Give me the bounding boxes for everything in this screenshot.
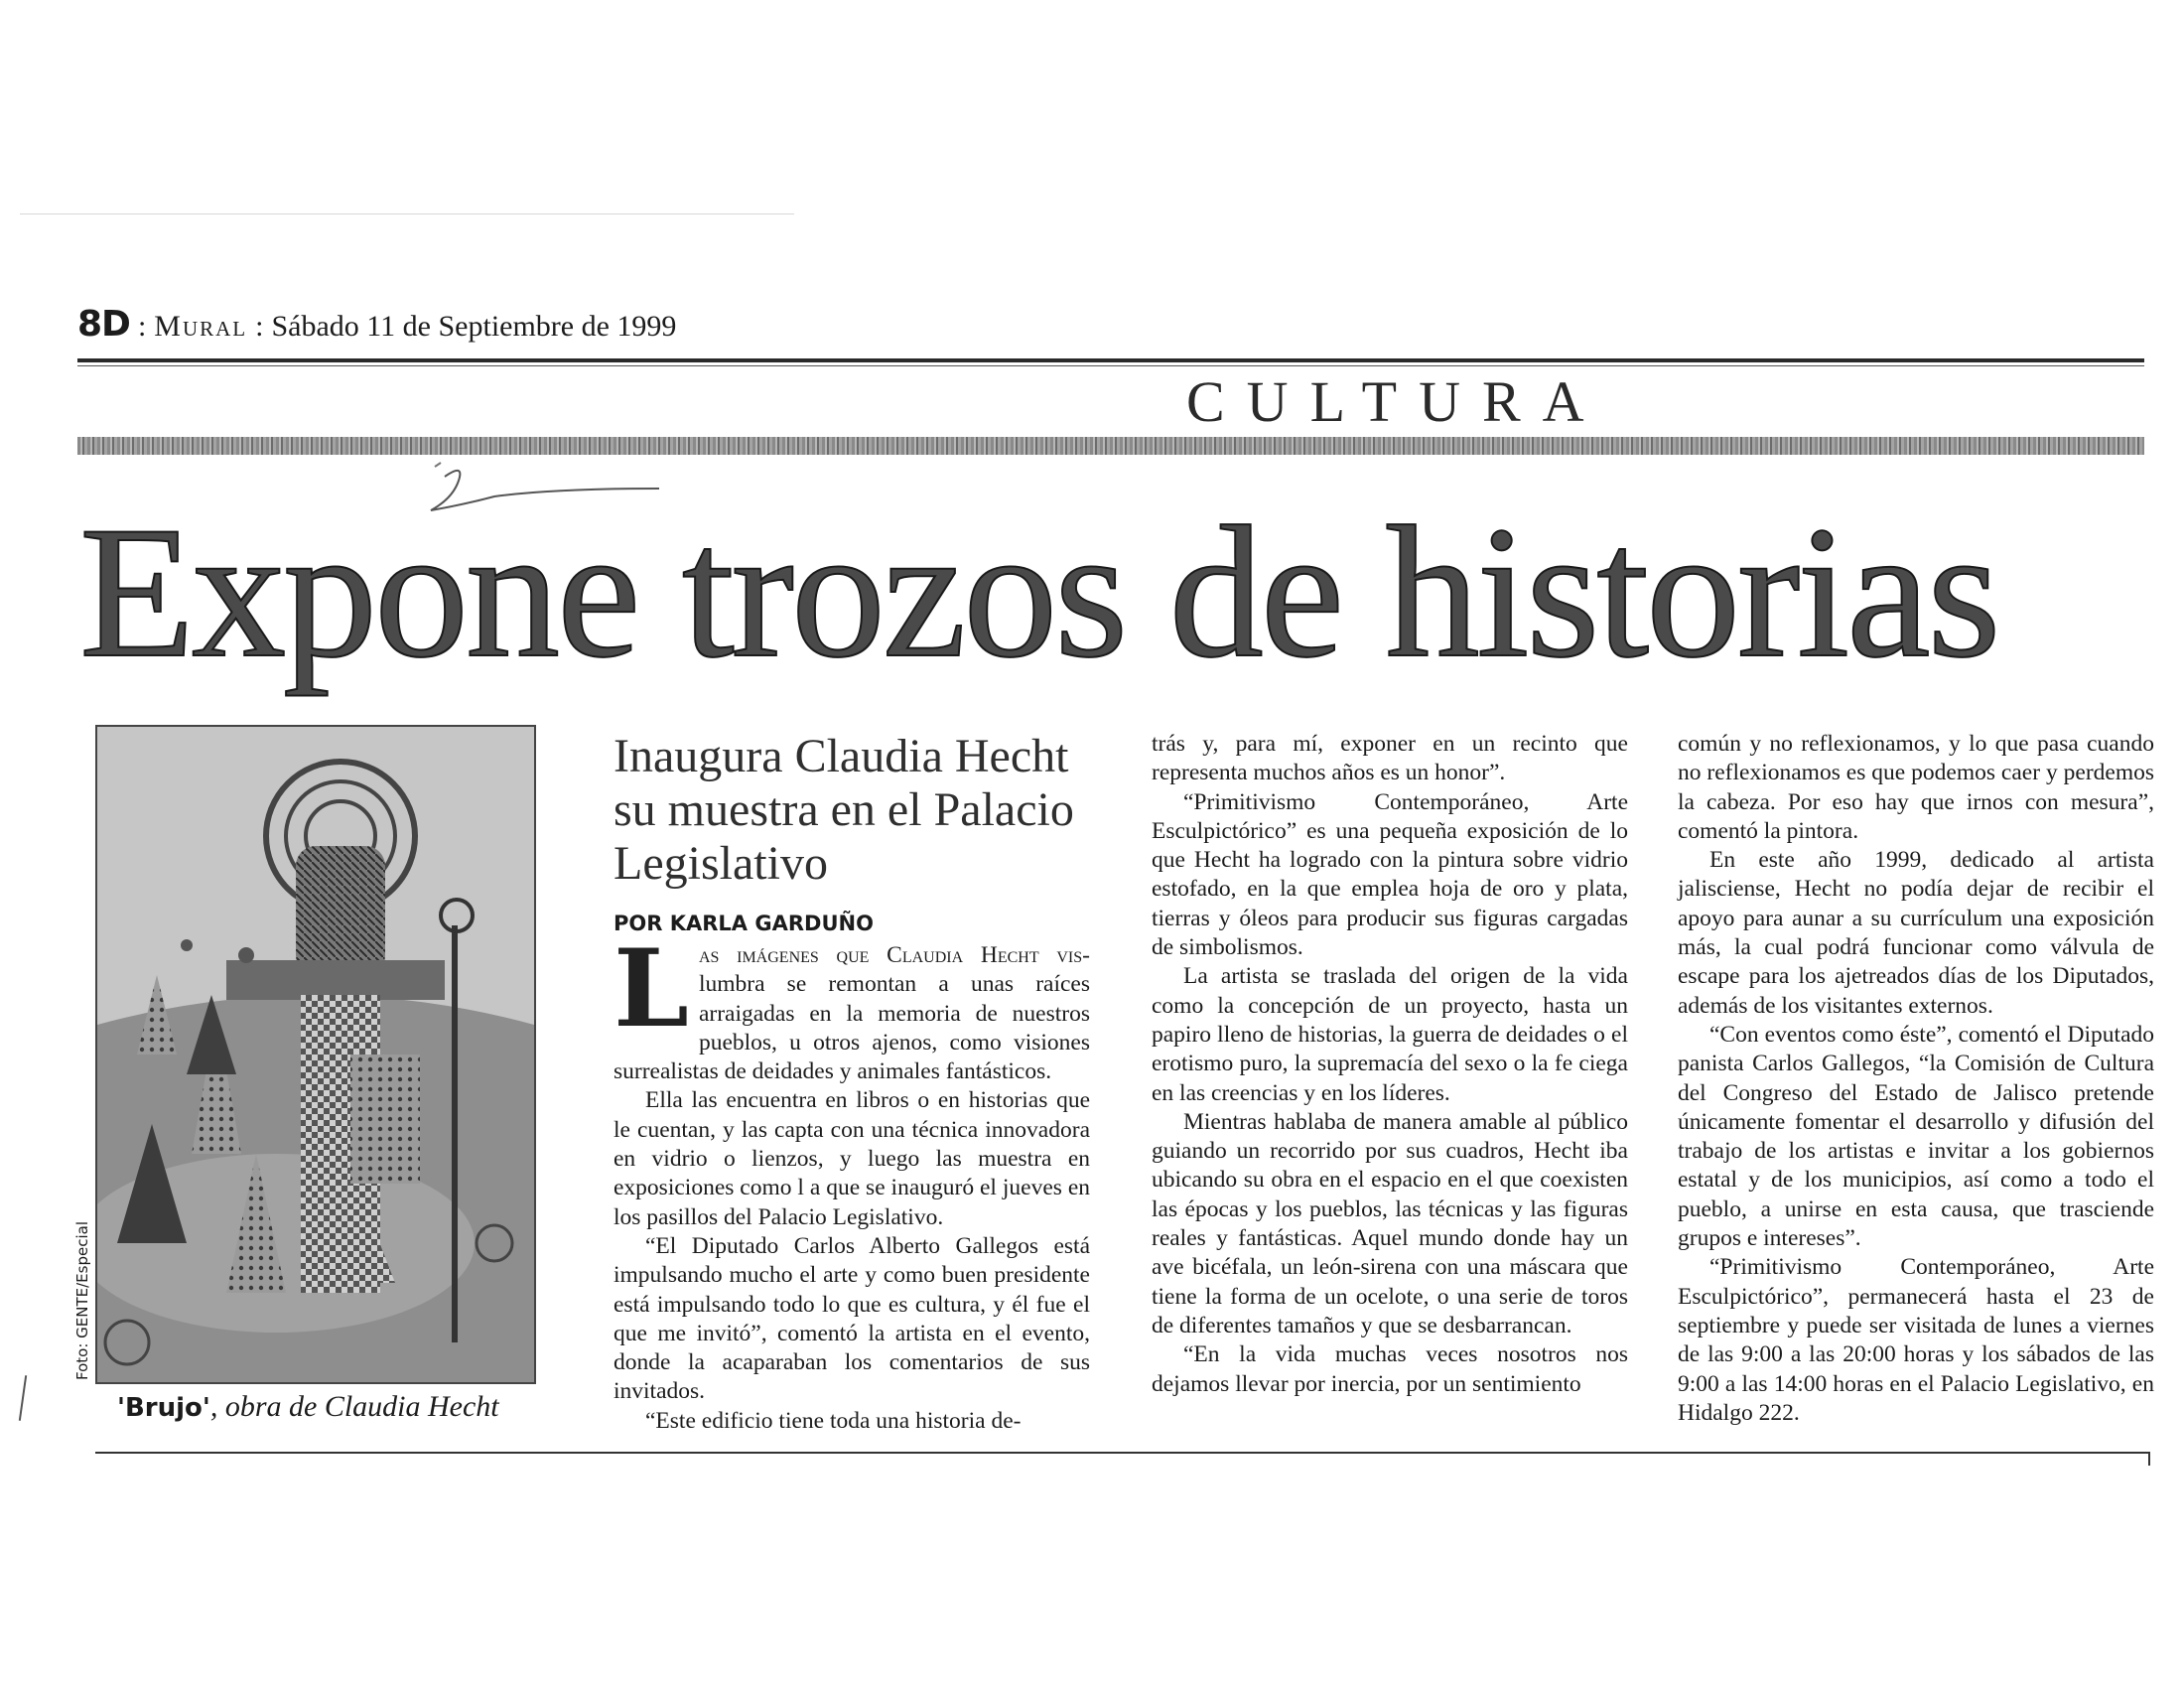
folio-separator: : — [137, 310, 147, 343]
article-paragraph: “Primitivismo Contemporáneo, Arte Esculpictórico” es una pequeña exposición de lo que Hecht ha logrado con la pintura sobre vidrio estofado, en la que emplea hoja de oro y plata, tierras y óleos para producir sus figuras cargadas de simbolismos. — [1152, 788, 1628, 961]
artwork-image — [97, 727, 534, 1382]
newspaper-name: Mural — [154, 310, 248, 343]
photo-credit: Foto: GENTE/Especial — [73, 1221, 91, 1380]
top-rule — [77, 358, 2144, 362]
section-title: CULTURA — [1186, 369, 1606, 434]
scan-edge-mark — [19, 1375, 27, 1421]
article-paragraph: Mientras hablaba de manera amable al público guiando un recorrido por sus cuadros, Hecht iba ubicando su obra en el espacio en el que coexisten las épocas y los pueblos, las técnicas y las figuras reales y fantásticas. Aquel mundo donde hay un ave bicéfala, un león-sirena con una máscara que tiene la forma de un ocelote, o una serie de toros de diferentes tamaños y que se desbarrancan. — [1152, 1108, 1628, 1338]
issue-date: Sábado 11 de Septiembre de 1999 — [271, 310, 677, 343]
lede-smallcaps: as imágenes que Claudia Hecht vis- — [698, 942, 1090, 968]
caption-text: , obra de Claudia Hecht — [209, 1390, 499, 1423]
article-paragraph: trás y, para mí, exponer en un recinto que representa muchos años es un honor”. — [1152, 731, 1628, 786]
photo-caption — [117, 1390, 574, 1430]
article-column-1 — [614, 926, 1090, 1434]
article-paragraph: Ella las encuentra en libros o en historias que le cuentan, y las capta con una técnica innovadora en vidrio o lienzos, y luego las muestra en exposiciones como l a que se inauguró el jueves en los pasillos del Palacio Legislativo. — [614, 1087, 1090, 1230]
top-rule-thin — [77, 365, 2144, 366]
drop-cap: L — [614, 926, 689, 1052]
article-paragraph: “Primitivismo Contemporáneo, Arte Esculpictórico”, permanecerá hasta el 23 de septiembre y puede ser visitada de lunes a viernes de las 9:00 a las 20:00 horas y los sábados de las 9:00 a las 14:00 horas en el Palacio Legislativo, en Hidalgo 222. — [1678, 1254, 2154, 1426]
article-paragraph: “El Diputado Carlos Alberto Gallegos está impulsando mucho el arte y como buen presidente está impulsando todo lo que es cultura, y él fue el que me invitó”, comentó la artista en el evento, donde la acaparaban los comentarios de sus invitados. — [614, 1232, 1090, 1405]
article-paragraph: “Este edificio tiene toda una historia de- — [645, 1407, 1022, 1434]
article-paragraph: “Con eventos como éste”, comentó el Diputado panista Carlos Gallegos, “la Comisión de Cultura del Congreso del Estado de Jalisco pretende únicamente fomentar el desarrollo y difusión del trabajo de los artistas e invitar a los gobiernos estatal y de los municipios, así como a todo el pueblo, a unirse en esta causa, que trasciende grupos e intereses”. — [1678, 1021, 2154, 1252]
caption-artwork-title: 'Brujo' — [117, 1393, 210, 1423]
scan-artifact-line — [20, 213, 794, 214]
bottom-rule — [95, 1452, 2150, 1454]
article-paragraph: común y no reflexionamos, y lo que pasa cuando no reflexionamos es que podemos caer y perdemos la cabeza. Por eso hay que irnos con mesura”, comentó la pintora. — [1678, 731, 2154, 844]
article-paragraph: “En la vida muchas veces nosotros nos dejamos llevar por inercia, por un sentimiento — [1152, 1341, 1628, 1397]
article-paragraph: La artista se traslada del origen de la vida como la concepción de un proyecto, hasta un papiro lleno de historias, la guerra de deidades o el erotismo puro, la supremacía del sexo o la fe ciega en las creencias y en los líderes. — [1152, 963, 1628, 1106]
artwork-photo — [95, 725, 536, 1384]
article-column-3 — [1678, 730, 2154, 1426]
article-paragraph — [614, 926, 1090, 1086]
section-rule-band — [77, 437, 2144, 455]
folio-separator-2: : — [255, 310, 264, 343]
page-number: 8D — [77, 304, 130, 345]
page-folio — [77, 304, 676, 350]
byline: POR KARLA GARDUÑO — [614, 912, 874, 935]
article-column-2 — [1152, 730, 1628, 1415]
headline: Expone trozos de historias — [79, 489, 1998, 697]
subheadline: Inaugura Claudia Hecht su muestra en el Palacio Legislativo — [614, 730, 1074, 890]
bottom-rule-tick — [2148, 1452, 2150, 1466]
article-paragraph: En este año 1999, dedicado al artista jalisciense, Hecht no podía dejar de recibir el apoyo para aunar a su currículum una exposición más, la cual podrá funcionar como válvula de escape para los ajetreados días de los Diputados, además de los visitantes externos. — [1678, 847, 2154, 1019]
lede-rest: lumbra se remontan a unas raíces arraigadas en la memoria de nuestros pueblos, u otros ajenos, como visiones surrealistas de deidades y animales fantásticos. — [614, 971, 1090, 1085]
